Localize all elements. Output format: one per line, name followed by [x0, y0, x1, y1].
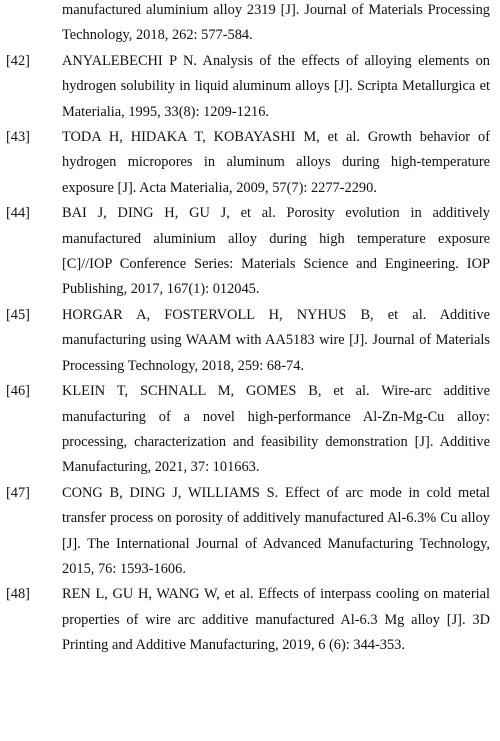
reference-text: HORGAR A, FOSTERVOLL H, NYHUS B, et al. Additive manufacturing using WAAM with AA5183 wire [J]. Journal of Materials Processing Technology, 2018, 259: 68-74. — [62, 306, 490, 374]
reference-text: ANYALEBECHI P N. Analysis of the effects of alloying elements on hydrogen solubility in liquid aluminum alloys [J]. Scripta Metallurgica et Materialia, 1995, 33(8): 1209-1216. — [62, 52, 490, 120]
reference-42 — [0, 49, 500, 125]
reference-number: [47] — [6, 484, 30, 501]
reference-number: [42] — [6, 52, 30, 69]
reference-text: TODA H, HIDAKA T, KOBAYASHI M, et al. Growth behavior of hydrogen micropores in aluminum alloys during high-temperature exposure [J]. Acta Materialia, 2009, 57(7): 2277-2290. — [62, 129, 490, 196]
reference-45 — [0, 303, 500, 379]
reference-number: [46] — [6, 383, 30, 400]
reference-44 — [0, 201, 500, 303]
reference-number: [48] — [6, 586, 30, 603]
reference-text: KLEIN T, SCHNALL M, GOMES B, et al. Wire-arc additive manufacturing of a novel high-performance Al-Zn-Mg-Cu alloy: processing, characterization and feasibility demonstration [J]. Additive Manufacturing, 2021, 37: 101663. — [62, 383, 490, 476]
reference-47 — [0, 481, 500, 583]
reference-46 — [0, 379, 500, 481]
reference-text: BAI J, DING H, GU J, et al. Porosity evolution in additively manufactured aluminium alloy during high temperature exposure [C]//IOP Conference Series: Materials Science and Engineering. IOP Publishing, 2017, 167(1): 012045. — [62, 205, 490, 298]
reference-43 — [0, 125, 500, 201]
reference-text: manufactured aluminium alloy 2319 [J]. Journal of Materials Processing Technology, 2018, 262: 577-584. — [62, 2, 490, 44]
reference-number: [45] — [6, 306, 30, 323]
reference-text: CONG B, DING J, WILLIAMS S. Effect of arc mode in cold metal transfer process on porosity of additively manufactured Al-6.3% Cu alloy [J]. The International Journal of Advanced Manufacturing Technology, 2015, 76: 1593-1606. — [62, 484, 490, 577]
reference-48 — [0, 582, 500, 658]
reference-text: REN L, GU H, WANG W, et al. Effects of interpass cooling on material properties of wire arc additive manufactured Al-6.3 Mg alloy [J]. 3D Printing and Additive Manufacturing, 2019, 6 (6): 344-353. — [62, 586, 490, 654]
reference-number: [43] — [6, 129, 30, 146]
reference-continuation — [0, 0, 500, 49]
reference-number: [44] — [6, 205, 30, 222]
